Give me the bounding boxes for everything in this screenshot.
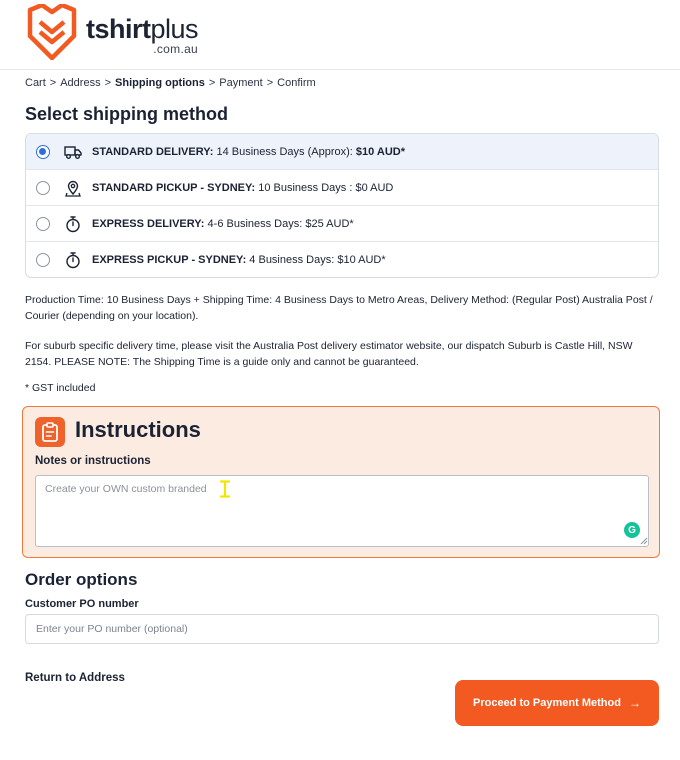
clipboard-icon <box>35 417 65 447</box>
po-number-input[interactable] <box>25 614 659 644</box>
radio-express-delivery[interactable] <box>36 217 50 231</box>
po-number-label: Customer PO number <box>25 598 139 610</box>
radio-standard-pickup[interactable] <box>36 181 50 195</box>
stopwatch-icon <box>64 215 82 233</box>
proceed-label: Proceed to Payment Method <box>473 697 621 709</box>
shipping-option-express-delivery[interactable] <box>26 206 658 242</box>
shipping-title: Select shipping method <box>25 104 229 124</box>
notes-textarea[interactable] <box>35 475 649 547</box>
breadcrumb-payment: Payment <box>219 77 263 89</box>
stopwatch-icon <box>64 251 82 269</box>
shipping-option-standard-delivery[interactable] <box>26 134 658 170</box>
production-time-note: Production Time: 10 Business Days + Shipping Time: 4 Business Days to Metro Areas, Delivery Method: (Regular Post) Australia Post / Courier (depending on your location). <box>25 294 653 322</box>
suburb-delivery-note: For suburb specific delivery time, please visit the Australia Post delivery estimator website, our dispatch Suburb is Castle Hill, NSW 2154. PLEASE NOTE: The Shipping Time is a guide only and cannot be guaranteed. <box>25 340 633 368</box>
shipping-option-label: STANDARD DELIVERY: 14 Business Days (Approx): $10 AUD* <box>92 146 405 158</box>
radio-express-pickup[interactable] <box>36 253 50 267</box>
arrow-right-icon: → <box>628 696 641 710</box>
shield-logo-icon <box>26 4 78 60</box>
breadcrumb-address[interactable]: Address <box>60 77 101 89</box>
grammarly-icon[interactable]: G <box>624 522 640 538</box>
text-cursor-icon <box>219 480 231 498</box>
order-options-title: Order options <box>25 570 138 589</box>
shipping-option-label: STANDARD PICKUP - SYDNEY: 10 Business Days : $0 AUD <box>92 182 394 194</box>
site-header <box>0 0 680 70</box>
brand-wordmark: tshirtplus <box>86 14 199 44</box>
brand-domain: .com.au <box>153 42 199 56</box>
breadcrumb-cart[interactable]: Cart <box>25 77 46 89</box>
return-to-address-link[interactable]: Return to Address <box>25 672 125 684</box>
proceed-to-payment-button[interactable] <box>455 680 659 726</box>
breadcrumb-confirm: Confirm <box>277 77 316 89</box>
instructions-panel <box>22 406 660 558</box>
shipping-option-standard-pickup[interactable] <box>26 170 658 206</box>
resize-handle-icon[interactable] <box>640 537 648 545</box>
radio-standard-delivery[interactable] <box>36 145 50 159</box>
shipping-option-label: EXPRESS DELIVERY: 4-6 Business Days: $25 AUD* <box>92 218 354 230</box>
truck-icon <box>64 143 82 161</box>
gst-note: * GST included <box>25 382 96 394</box>
instructions-title: Instructions <box>75 417 201 442</box>
notes-label: Notes or instructions <box>35 455 151 467</box>
shipping-option-label: EXPRESS PICKUP - SYDNEY: 4 Business Days: $10 AUD* <box>92 254 386 266</box>
shipping-option-express-pickup[interactable] <box>26 242 658 278</box>
brand-logo[interactable] <box>26 4 198 60</box>
breadcrumb-shipping-options: Shipping options <box>115 77 205 89</box>
map-pin-icon <box>64 179 82 197</box>
shipping-options-list <box>25 133 659 278</box>
breadcrumb: Cart > Address > Shipping options > Payment > Confirm <box>25 77 316 89</box>
